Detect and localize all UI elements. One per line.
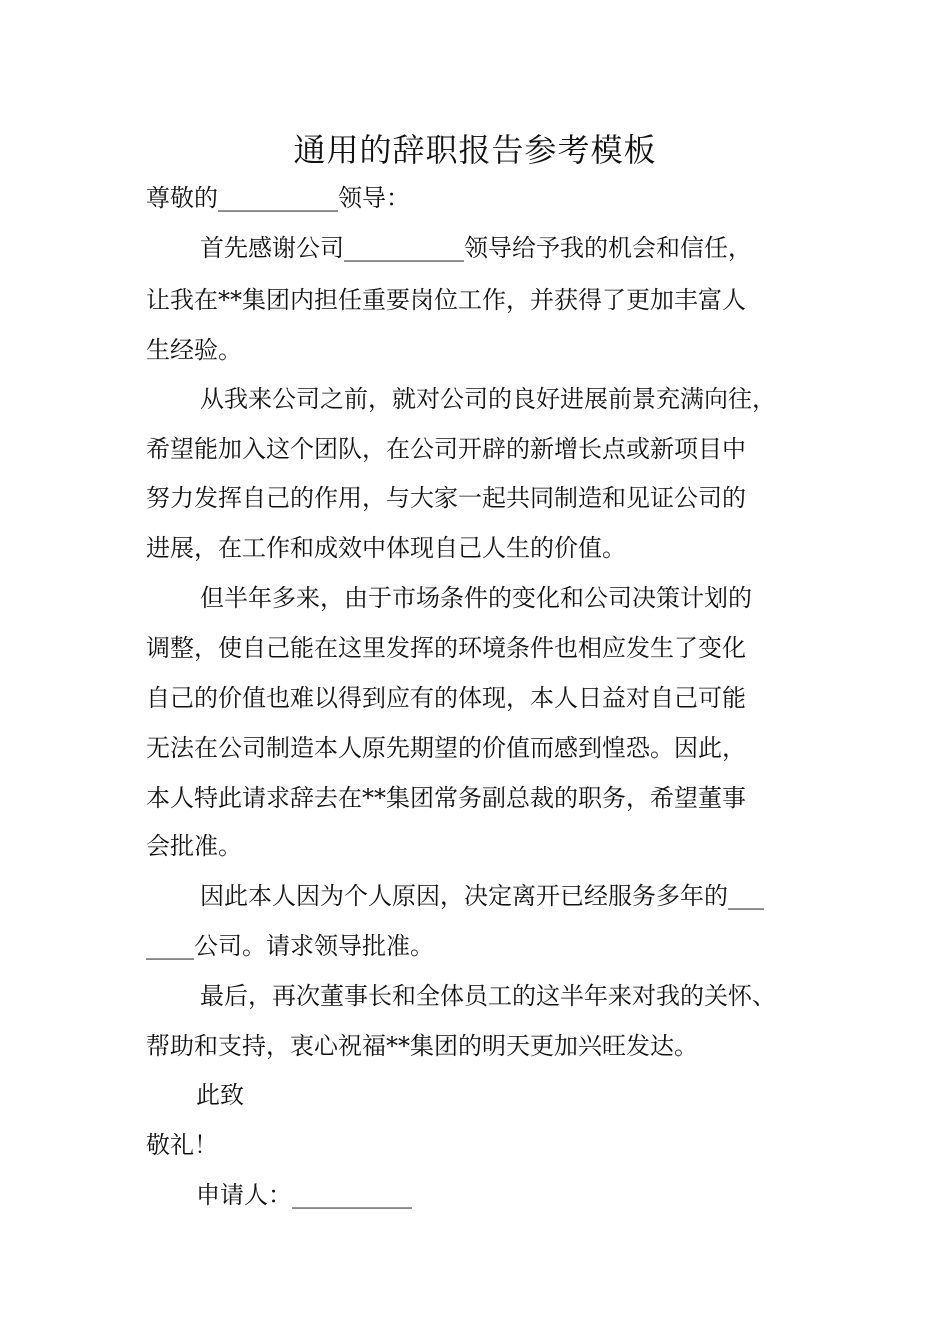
document-title: 通用的辞职报告参考模板 [293, 131, 657, 169]
paragraph-line: 本人特此请求辞去在**集团常务副总裁的职务，希望董事 [146, 784, 746, 812]
paragraph-line: 进展，在工作和成效中体现自己人生的价值。 [146, 534, 626, 562]
paragraph-line: 会批准。 [146, 832, 242, 860]
applicant-signature-line: 申请人：__________ [196, 1181, 412, 1209]
paragraph-line: 从我来公司之前，就对公司的良好进展前景充满向往， [200, 385, 776, 413]
paragraph-line: 无法在公司制造本人原先期望的价值而感到惶恐。因此， [146, 734, 746, 762]
paragraph-line: 希望能加入这个团队，在公司开辟的新增长点或新项目中 [146, 435, 746, 463]
paragraph-line: 自己的价值也难以得到应有的体现，本人日益对自己可能 [146, 684, 746, 712]
closing-salute: 敬礼！ [146, 1131, 218, 1159]
salutation-line: 尊敬的__________领导： [146, 184, 410, 212]
paragraph-line: 首先感谢公司__________领导给予我的机会和信任， [200, 234, 752, 262]
paragraph-line: 让我在**集团内担任重要岗位工作，并获得了更加丰富人 [146, 286, 746, 314]
closing-line: 此致 [196, 1081, 244, 1109]
paragraph-line: 帮助和支持，衷心祝福**集团的明天更加兴旺发达。 [146, 1032, 698, 1060]
paragraph-line: ____公司。请求领导批准。 [146, 932, 434, 960]
paragraph-line: 最后，再次董事长和全体员工的这半年来对我的关怀、 [200, 982, 776, 1010]
paragraph-line: 生经验。 [146, 336, 242, 364]
paragraph-line: 因此本人因为个人原因，决定离开已经服务多年的___ [200, 882, 764, 910]
paragraph-line: 调整，使自己能在这里发挥的环境条件也相应发生了变化 [146, 634, 746, 662]
paragraph-line: 但半年多来，由于市场条件的变化和公司决策计划的 [200, 584, 752, 612]
paragraph-line: 努力发挥自己的作用，与大家一起共同制造和见证公司的 [146, 484, 746, 512]
